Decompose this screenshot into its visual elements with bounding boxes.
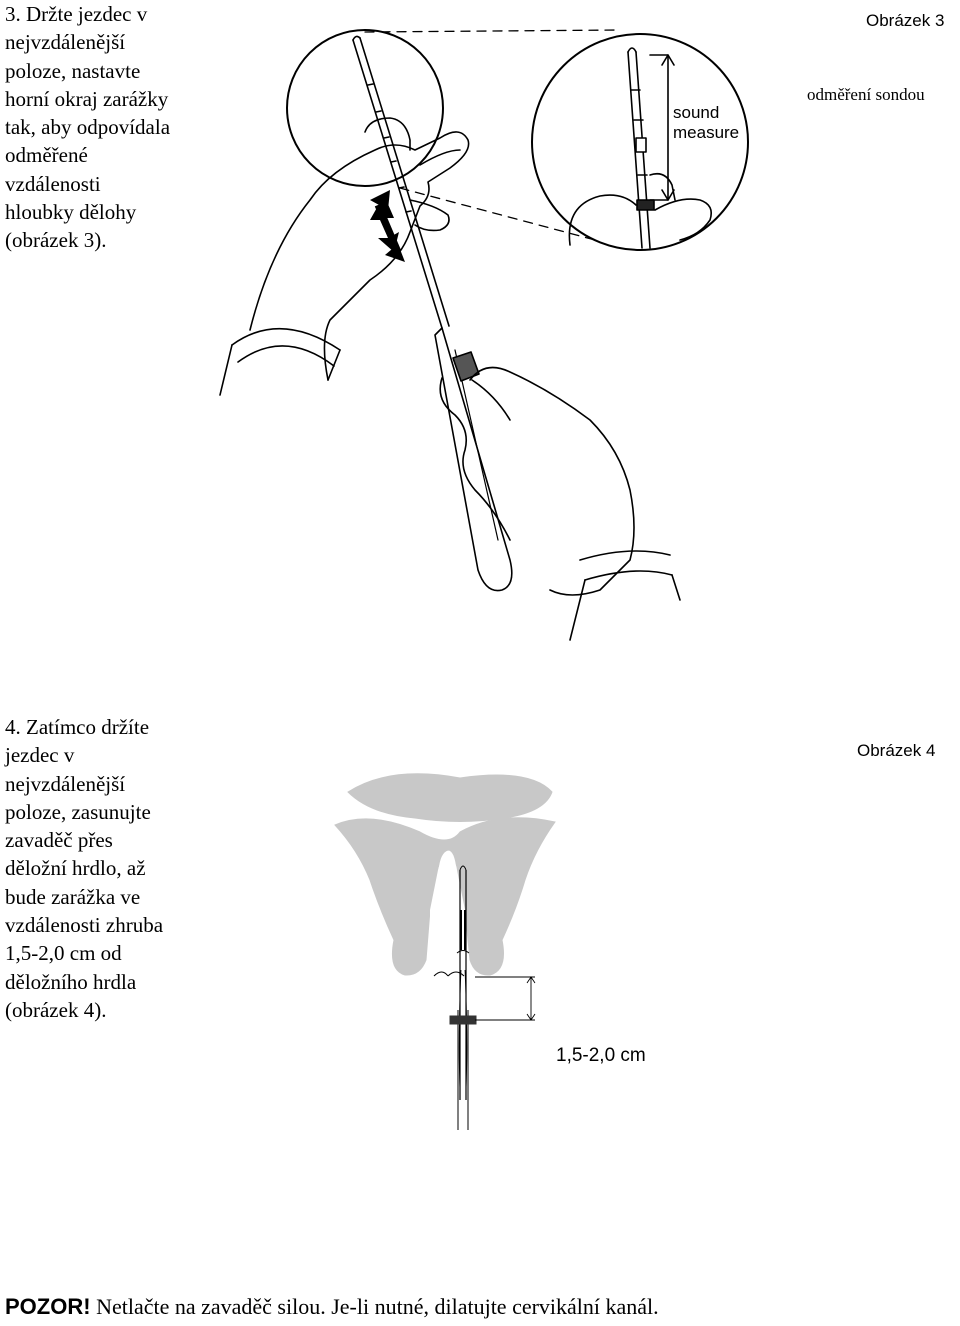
distance-bracket [475,977,535,1020]
figure-4-illustration [330,770,570,1140]
measure-label: measure [673,123,740,142]
warning-note [5,1294,659,1320]
step-3-instruction: 3. Držte jezdec v nejvzdálenější poloze, nastavte horní okraj zarážky tak, aby odpovídala odměřené vzdálenosti hloubky dělohy (obrázek 3). [5,2,171,253]
stopper [637,200,654,210]
sound-rod [353,38,449,328]
warning-label: POZOR! [5,1294,91,1319]
sound-label: sound [673,103,720,122]
figure-3-caption: odměření sondou [807,85,925,104]
inserter-stopper [450,1016,476,1024]
warning-text: Netlačte na zavaděč silou. Je-li nutné, dilatujte cervikální kanál. [90,1294,659,1319]
figure-3-illustration [210,0,770,660]
double-arrow-icon [370,190,405,262]
figure-4-title: Obrázek 4 [857,741,936,760]
figure-3-title: Obrázek 3 [866,11,945,30]
figure-4-measurement-label: 1,5-2,0 cm [556,1045,646,1066]
step-4-instruction: 4. Zatímco držíte jezdec v nejvzdálenější poloze, zasunujte zavaděč přes děložní hrdlo, až bude zarážka ve vzdálenosti zhruba 1,5-2,0 cm od děložního hrdla (obrázek 4). [5,715,164,1022]
uterus-fundus [348,774,552,822]
